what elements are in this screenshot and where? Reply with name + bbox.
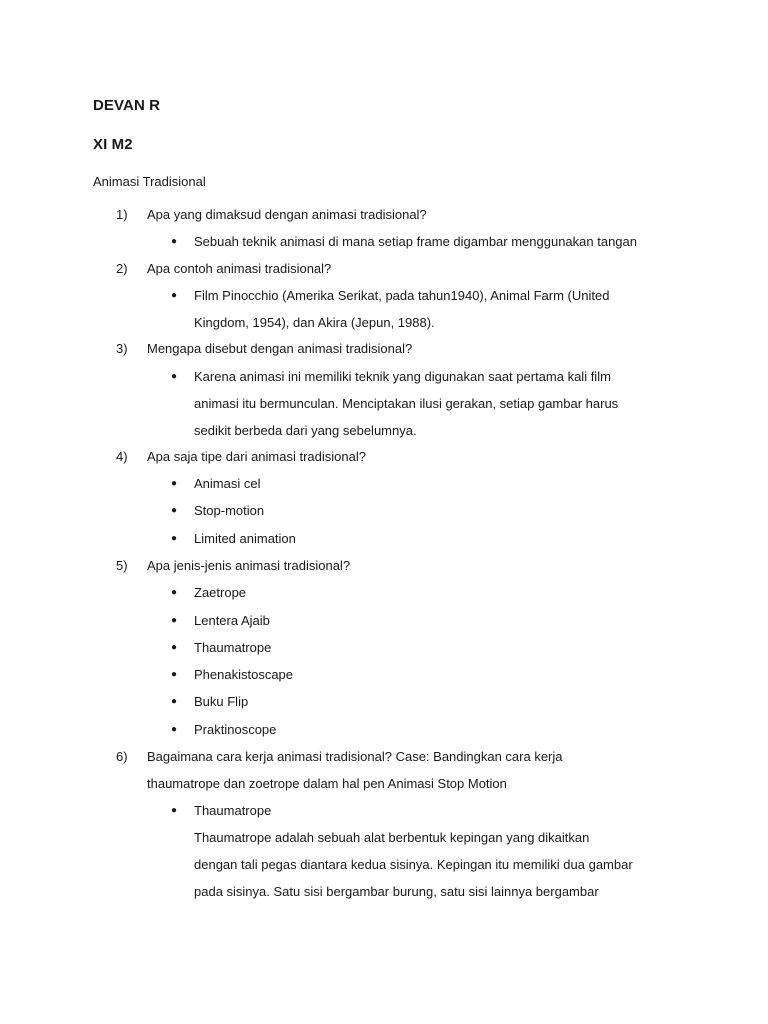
- answer-line: Kingdom, 1954), dan Akira (Jepun, 1988).: [194, 315, 435, 330]
- answer-line: Limited animation: [194, 531, 296, 546]
- question-text: Apa jenis-jenis animasi tradisional?: [147, 558, 351, 573]
- answer-line: Lentera Ajaib: [194, 613, 270, 628]
- question-text: Apa contoh animasi tradisional?: [147, 261, 332, 276]
- answer-line: pada sisinya. Satu sisi bergambar burung, satu sisi lainnya bergambar: [194, 884, 599, 899]
- bullet-icon: ●: [171, 805, 178, 816]
- question-number: 1): [116, 207, 128, 222]
- bullet-icon: ●: [171, 478, 178, 489]
- bullet-icon: ●: [171, 724, 178, 735]
- answer-line: Buku Flip: [194, 694, 249, 709]
- question-text: Apa yang dimaksud dengan animasi tradisional?: [147, 207, 427, 222]
- bullet-icon: ●: [171, 290, 178, 301]
- question-text: Apa saja tipe dari animasi tradisional?: [147, 449, 366, 464]
- answer-line: Zaetrope: [194, 585, 247, 600]
- answer-line: Thaumatrope: [194, 803, 272, 818]
- author-name: DEVAN R: [93, 97, 161, 114]
- question-text: thaumatrope dan zoetrope dalam hal pen Animasi Stop Motion: [147, 776, 507, 791]
- question-text: Mengapa disebut dengan animasi tradisional?: [147, 341, 413, 356]
- bullet-icon: ●: [171, 615, 178, 626]
- answer-line: Sebuah teknik animasi di mana setiap frame digambar menggunakan tangan: [194, 234, 637, 249]
- bullet-icon: ●: [171, 669, 178, 680]
- bullet-icon: ●: [171, 236, 178, 247]
- question-number: 4): [116, 449, 128, 464]
- question-text: Bagaimana cara kerja animasi tradisional? Case: Bandingkan cara kerja: [147, 749, 563, 764]
- answer-line: Phenakistoscape: [194, 667, 294, 682]
- bullet-icon: ●: [171, 371, 178, 382]
- answer-line: animasi itu bermunculan. Menciptakan ilusi gerakan, setiap gambar harus: [194, 396, 619, 411]
- document-topic: Animasi Tradisional: [93, 174, 206, 189]
- answer-line: Karena animasi ini memiliki teknik yang digunakan saat pertama kali film: [194, 369, 611, 384]
- answer-line: Stop-motion: [194, 503, 265, 518]
- answer-line: Praktinoscope: [194, 722, 277, 737]
- question-number: 3): [116, 341, 128, 356]
- answer-line: sedikit berbeda dari yang sebelumnya.: [194, 423, 417, 438]
- answer-line: Thaumatrope adalah sebuah alat berbentuk kepingan yang dikaitkan: [194, 830, 590, 845]
- answer-line: dengan tali pegas diantara kedua sisinya. Kepingan itu memiliki dua gambar: [194, 857, 633, 872]
- bullet-icon: ●: [171, 587, 178, 598]
- bullet-icon: ●: [171, 505, 178, 516]
- question-number: 2): [116, 261, 128, 276]
- answer-line: Thaumatrope: [194, 640, 272, 655]
- bullet-icon: ●: [171, 642, 178, 653]
- bullet-icon: ●: [171, 696, 178, 707]
- answer-line: Animasi cel: [194, 476, 261, 491]
- question-number: 5): [116, 558, 128, 573]
- bullet-icon: ●: [171, 533, 178, 544]
- class-label: XI M2: [93, 136, 133, 153]
- question-number: 6): [116, 749, 128, 764]
- answer-line: Film Pinocchio (Amerika Serikat, pada tahun1940), Animal Farm (United: [194, 288, 610, 303]
